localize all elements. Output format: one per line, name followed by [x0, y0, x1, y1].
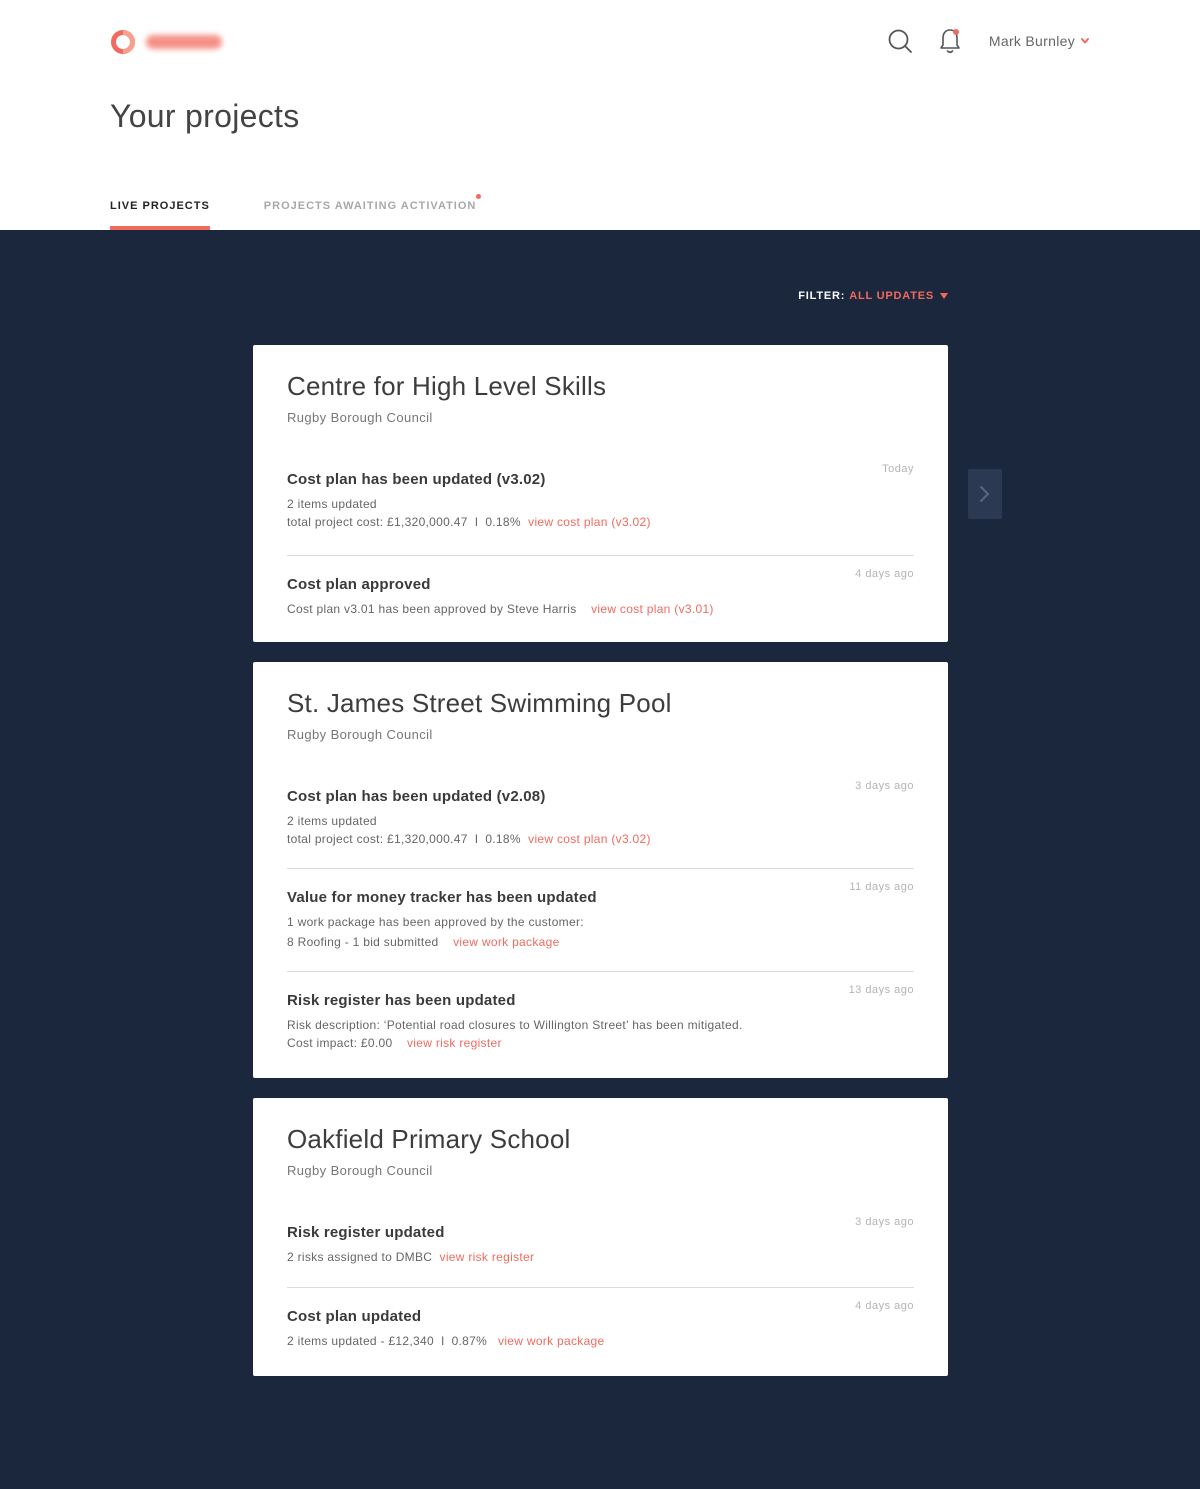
- top-actions: [885, 26, 1090, 56]
- update-detail: Risk description: ‘Potential road closures to Willington Street’ has been mitigated.: [287, 1018, 743, 1032]
- update-detail: [287, 1034, 914, 1052]
- project-title[interactable]: St. James Street Swimming Pool: [287, 688, 672, 718]
- separator: I: [440, 1334, 445, 1348]
- update-percent: 0.18%: [485, 832, 521, 846]
- update-title: Cost plan approved: [287, 576, 431, 593]
- update-text: 8 Roofing - 1 bid submitted: [287, 935, 439, 949]
- update-title: Risk register has been updated: [287, 992, 516, 1009]
- update-title: Cost plan has been updated (v2.08): [287, 788, 546, 805]
- tab-live-projects[interactable]: [110, 200, 210, 230]
- filter-dropdown[interactable]: [798, 290, 948, 302]
- tab-projects-awaiting-activation[interactable]: [264, 200, 477, 230]
- separator: I: [474, 515, 479, 529]
- update-item: [287, 455, 914, 555]
- caret-down-icon: [940, 293, 948, 299]
- chevron-down-icon: [1080, 36, 1090, 46]
- view-risk-register-link[interactable]: view risk register: [407, 1036, 502, 1050]
- project-card: [253, 662, 948, 1078]
- page-title: Your projects: [110, 98, 300, 134]
- tab-label: LIVE PROJECTS: [110, 200, 210, 212]
- update-detail: [287, 600, 914, 618]
- update-time: 13 days ago: [848, 984, 914, 996]
- project-title[interactable]: Oakfield Primary School: [287, 1124, 571, 1154]
- view-risk-register-link[interactable]: view risk register: [439, 1250, 535, 1264]
- update-detail: [287, 1248, 914, 1266]
- update-item: [287, 772, 914, 868]
- update-time: Today: [882, 463, 914, 475]
- project-title[interactable]: Centre for High Level Skills: [287, 371, 607, 401]
- view-work-package-link[interactable]: view work package: [453, 935, 560, 949]
- update-time: 3 days ago: [855, 780, 914, 792]
- logo-wordmark: [146, 35, 222, 49]
- update-time: 11 days ago: [849, 881, 914, 893]
- project-organisation: Rugby Borough Council: [287, 1163, 433, 1178]
- app-logo[interactable]: [110, 29, 222, 55]
- update-item: [287, 971, 914, 1083]
- update-detail: 1 work package has been approved by the customer:: [287, 915, 584, 929]
- update-detail: 2 items updated: [287, 814, 377, 828]
- update-text: Cost impact: £0.00: [287, 1036, 393, 1050]
- notification-dot: [953, 29, 959, 35]
- filter-label: FILTER:: [798, 290, 846, 302]
- update-title: Cost plan updated: [287, 1308, 422, 1325]
- update-title: Risk register updated: [287, 1224, 445, 1241]
- tab-notification-dot: [476, 194, 481, 199]
- app-header: [0, 0, 1200, 230]
- update-item: [287, 868, 914, 971]
- update-detail: [287, 830, 914, 848]
- logo-icon: [110, 29, 136, 55]
- update-item: [287, 555, 914, 651]
- update-percent: 0.18%: [485, 515, 521, 529]
- next-button[interactable]: [968, 469, 1002, 519]
- search-button[interactable]: [885, 26, 915, 56]
- update-text: 2 items updated - £12,340: [287, 1334, 434, 1348]
- update-text: 2 risks assigned to DMBC: [287, 1250, 433, 1264]
- project-organisation: Rugby Borough Council: [287, 410, 433, 425]
- update-detail: [287, 1332, 914, 1350]
- view-work-package-link[interactable]: view work package: [498, 1334, 605, 1348]
- chevron-right-icon: [978, 484, 992, 504]
- update-item: [287, 1208, 914, 1287]
- update-detail: [287, 933, 914, 951]
- update-detail: [287, 513, 914, 531]
- project-card: [253, 1098, 948, 1376]
- view-cost-plan-link[interactable]: view cost plan (v3.01): [591, 602, 714, 616]
- separator: I: [474, 832, 479, 846]
- update-time: 4 days ago: [855, 1300, 914, 1312]
- notifications-button[interactable]: [935, 26, 965, 56]
- tab-label: PROJECTS AWAITING ACTIVATION: [263, 200, 477, 212]
- update-title: Cost plan has been updated (v3.02): [287, 471, 546, 488]
- update-time: 3 days ago: [855, 1216, 914, 1228]
- view-cost-plan-link[interactable]: view cost plan (v3.02): [528, 832, 651, 846]
- update-item: [287, 1287, 914, 1383]
- update-cost: total project cost: £1,320,000.47: [287, 515, 468, 529]
- project-tabs: [110, 200, 476, 230]
- update-title: Value for money tracker has been updated: [287, 889, 597, 906]
- view-cost-plan-link[interactable]: view cost plan (v3.02): [528, 515, 651, 529]
- project-organisation: Rugby Borough Council: [287, 727, 433, 742]
- update-text: Cost plan v3.01 has been approved by Steve Harris: [287, 602, 577, 616]
- projects-feed: [0, 230, 1200, 1489]
- user-name: Mark Burnley: [988, 33, 1075, 49]
- update-detail: 2 items updated: [287, 497, 377, 511]
- update-cost: total project cost: £1,320,000.47: [287, 832, 468, 846]
- filter-value: ALL UPDATES: [849, 290, 934, 302]
- user-menu[interactable]: [989, 33, 1090, 49]
- update-time: 4 days ago: [855, 568, 914, 580]
- search-icon: [887, 28, 913, 54]
- update-percent: 0.87%: [451, 1334, 488, 1348]
- project-card: [253, 345, 948, 642]
